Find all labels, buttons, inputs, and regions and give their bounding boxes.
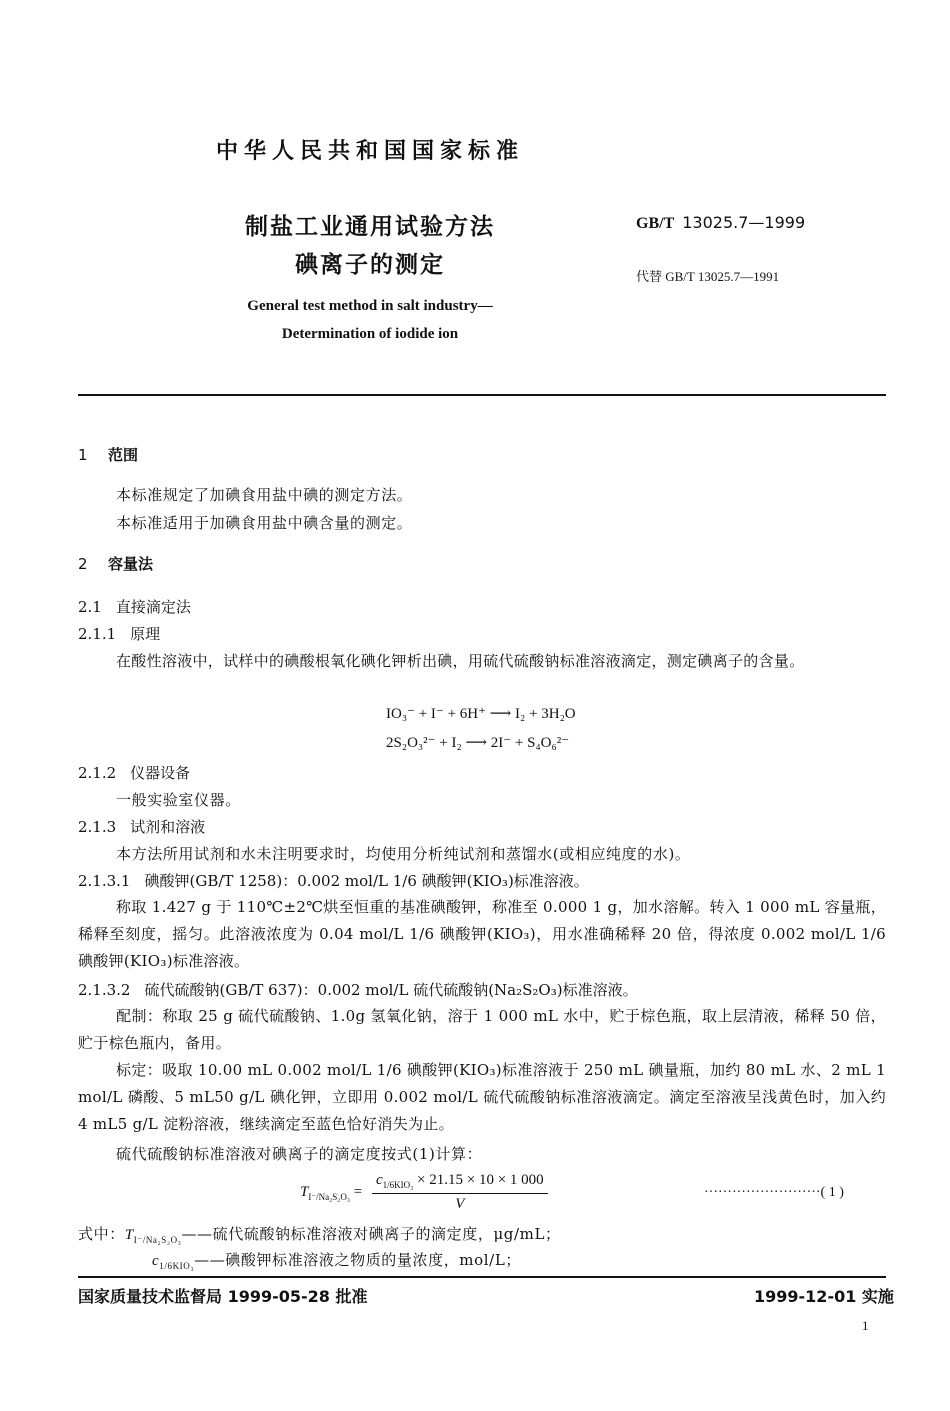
where-label: 式中：	[78, 1225, 125, 1243]
paragraph-text: 在酸性溶液中，试样中的碘酸根氧化碘化钾析出碘，用硫代硫酸钠标准溶液滴定，测定碘离子的含量。	[116, 652, 805, 670]
section-title: 仪器设备	[130, 764, 191, 782]
paragraph-standardization	[78, 1057, 886, 1138]
replaces-note: 代替 GB/T 13025.7—1991	[636, 269, 780, 284]
title-cn-line2: 碘离子的测定	[295, 252, 445, 278]
paragraph-principle	[78, 648, 886, 675]
paragraph: 一般实验室仪器。	[116, 791, 241, 809]
section-title: 直接滴定法	[115, 598, 191, 616]
formula-numerator: $c_{1/6KIO_3} \times 21.15 \times 10 \times 1$ 000	[372, 1172, 548, 1194]
reaction-equation-2: 2S₂O₃²⁻ + I₂ ⟶ 2I⁻ + S₄O₆²⁻	[386, 735, 570, 751]
where-line-1: 式中：$T_{I^-/Na_2S_2O_3}——$硫代硫酸钠标准溶液对碘离子的滴定度，μg/mL；	[78, 1225, 561, 1245]
section-number: 2.1.3.2	[78, 981, 131, 999]
section-number: 2.1.3	[78, 818, 117, 836]
section-title: 试剂和溶液	[130, 818, 206, 836]
approval-note: 国家质量技术监督局 1999-05-28 批准	[78, 1287, 368, 1306]
paragraph-text: 称取 1.427 g 于 110℃±2℃烘至恒重的基准碘酸钾，称准至 0.000 1 g，加水溶解。转入 1 000 mL 容量瓶，稀释至刻度，摇匀。此溶液浓度为 0.04 mol/L 1/6 碘酸钾(KIO₃)，用水准确稀释 20 倍，得浓度 0.002 mol/L 1/6 碘酸钾(KIO₃)标准溶液。	[78, 898, 886, 970]
paragraph: 本标准适用于加碘食用盐中碘含量的测定。	[116, 514, 413, 532]
section-2-1-3-1-heading	[78, 870, 589, 891]
section-title: 硫代硫酸钠(GB/T 637)：0.002 mol/L 硫代硫酸钠(Na₂S₂O₃)标准溶液。	[144, 981, 638, 999]
section-number: 2.1.1	[78, 625, 117, 643]
paragraph-formula-intro: 硫代硫酸钠标准溶液对碘离子的滴定度按式(1)计算：	[116, 1145, 483, 1163]
section-number: 2.1.3.1	[78, 872, 131, 890]
paragraph: 本标准规定了加碘食用盐中碘的测定方法。	[116, 486, 413, 504]
reaction-equation-1: IO₃⁻ + I⁻ + 6H⁺ ⟶ I₂ + 3H₂O	[386, 706, 576, 722]
paragraph-preparation	[78, 1003, 886, 1057]
formula-denominator: V	[455, 1196, 465, 1212]
section-number: 1	[78, 446, 88, 464]
formula-equation-number: ·························( 1 )	[704, 1185, 844, 1200]
section-2-1-heading	[78, 596, 191, 617]
page-number: 1	[862, 1318, 869, 1333]
title-en-line2: Determination of iodide ion	[281, 326, 459, 342]
national-standard-heading: 中华人民共和国国家标准	[215, 139, 524, 164]
section-1-heading	[78, 444, 138, 465]
section-number: 2.1	[78, 598, 102, 616]
paragraph-text: 配制：称取 25 g 硫代硫酸钠、1.0g 氢氧化钠，溶于 1 000 mL 水中，贮于棕色瓶，取上层清液，稀释 50 倍，贮于棕色瓶内，备用。	[78, 1007, 886, 1052]
section-title: 容量法	[108, 555, 154, 573]
section-2-heading	[78, 553, 153, 574]
where-line-2: $c_{1/6KIO_3}——$碘酸钾标准溶液之物质的量浓度，mol/L；	[152, 1251, 521, 1271]
standard-code: 13025.7—1999	[682, 213, 806, 232]
standard-number	[636, 213, 805, 233]
title-cn-line1: 制盐工业通用试验方法	[245, 214, 495, 240]
section-2-1-3-2-heading	[78, 979, 638, 1000]
implementation-date: 1999-12-01 实施	[754, 1287, 894, 1306]
footer-rule	[78, 1276, 886, 1278]
paragraph: 本方法所用试剂和水未注明要求时，均使用分析纯试剂和蒸馏水(或相应纯度的水)。	[116, 845, 691, 863]
header-rule	[78, 394, 886, 396]
formula-lhs-sub: I⁻/Na₂S₂O₃	[308, 1191, 351, 1202]
section-number: 2.1.2	[78, 764, 117, 782]
section-title: 范围	[108, 446, 139, 464]
section-2-1-2-heading	[78, 762, 190, 783]
section-2-1-1-heading	[78, 623, 160, 644]
paragraph-text: 标定：吸取 10.00 mL 0.002 mol/L 1/6 碘酸钾(KIO₃)标准溶液于 250 mL 碘量瓶，加约 80 mL 水、2 mL 1 mol/L 磷酸、5 mL50 g/L 碘化钾，立即用 0.002 mol/L 硫代硫酸钠标准溶液滴定。滴定至溶液呈浅黄色时，加入约 4 mL5 g/L 淀粉溶液，继续滴定至蓝色恰好消失为止。	[78, 1061, 886, 1133]
standard-prefix: GB/T	[636, 215, 675, 232]
title-en-line1: General test method in salt industry—	[247, 298, 493, 314]
section-2-1-3-heading	[78, 816, 205, 837]
formula-lhs: T	[300, 1183, 309, 1200]
paragraph-kio3-prep	[78, 894, 886, 975]
section-title: 碘酸钾(GB/T 1258)：0.002 mol/L 1/6 碘酸钾(KIO₃)标准溶液。	[144, 872, 589, 890]
formula-fraction	[372, 1172, 548, 1213]
formula-1: $T_{I^-/Na_2S_2O_3}$ = $\frac{c_{1/6KIO_3} \times 21.15 \times 10 \times 1 000}{V}$	[300, 1172, 548, 1213]
section-number: 2	[78, 555, 88, 573]
section-title: 原理	[130, 625, 161, 643]
